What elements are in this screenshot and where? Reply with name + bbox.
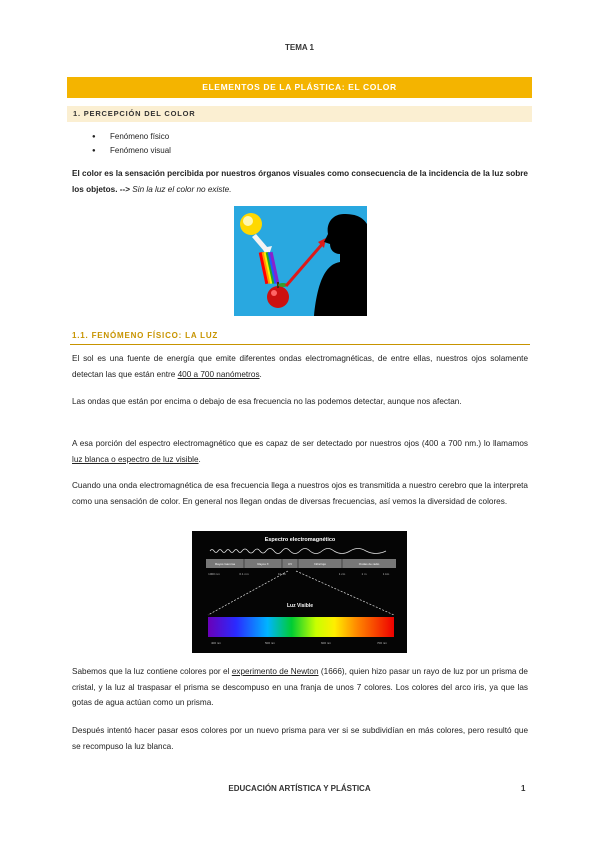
scale-label: 1 m: [361, 572, 367, 576]
text-span: (1666), quien hizo pasar un rayo de luz por un prisma de cristal, y la luz al traspasar el prisma se descompuso en una franja de unos 7 colores. Los colores del arco iris, ya que las gotas de agua actúan como un prisma.: [72, 667, 528, 708]
newton-experiment-link[interactable]: experimento de Newton: [231, 667, 319, 676]
intro-paragraph: [72, 166, 528, 197]
subsection-divider: [70, 344, 530, 345]
text-span: El sol es una fuente de energía que emite diferentes ondas electromagnéticas, de entre ellas, nuestros ojos solamente detectan las que están entre: [72, 354, 528, 379]
section-heading: 1. PERCEPCIÓN DEL COLOR: [67, 106, 532, 122]
visible-spectrum-bar: [208, 617, 394, 637]
page-header: TEMA 1: [284, 43, 315, 52]
bullet-item: ● Fenómeno físico: [92, 130, 171, 144]
intro-italic: Sin la luz el color no existe.: [132, 184, 232, 194]
scale-label: 1 km: [382, 572, 390, 576]
page-number: 1: [521, 784, 526, 793]
scale-label: 10 nm: [277, 572, 287, 576]
band-label: Infrarrojo: [313, 562, 327, 566]
paragraph: Las ondas que están por encima o debajo de esa frecuencia no las podemos detectar, aunque nos afectan.: [72, 397, 462, 406]
band-label: Ondas de radio: [358, 562, 380, 566]
spectrum-title: Espectro electromagnético: [264, 537, 336, 543]
subsection-heading: 1.1. FENÓMENO FÍSICO: LA LUZ: [72, 331, 219, 340]
underlined-text: luz blanca o espectro de luz visible: [72, 454, 199, 464]
text-span: Sabemos que la luz contiene colores por el: [72, 667, 232, 676]
spectrum-rays-icon: [259, 252, 280, 284]
paragraph: [72, 436, 528, 467]
apple-icon: [267, 282, 289, 308]
paragraph: [72, 351, 528, 382]
bullet-item: ● Fenómeno visual: [92, 144, 171, 158]
reflected-ray-icon: [286, 242, 324, 286]
visible-scale-label: 500 nm: [264, 641, 276, 645]
zoom-line: [208, 571, 288, 615]
text-span: .: [259, 369, 262, 379]
wave-icon: [210, 549, 386, 554]
band-label: UV: [287, 562, 293, 566]
scale-label: 1 cm: [338, 572, 346, 576]
electromagnetic-spectrum-figure: [192, 531, 407, 653]
paragraph: Después intentó hacer pasar esos colores por un nuevo prisma para ver si se subdividían en más colores, pero resultó que se recompuso la luz blanca.: [72, 726, 528, 751]
perception-svg: [234, 206, 367, 316]
visible-scale-label: 600 nm: [320, 641, 332, 645]
color-perception-illustration: [234, 206, 367, 316]
scale-label: 0.1 nm: [239, 572, 249, 576]
visible-light-label: Luz Visible: [286, 603, 314, 609]
intro-text: El color es la sensación percibida por nuestros órganos visuales como consecuencia de la incidencia de la luz sobre los objetos. -->: [72, 169, 528, 194]
band-label: Rayos Gamma: [214, 562, 236, 566]
paragraph: [72, 664, 528, 711]
band-label: Rayos X: [257, 562, 269, 566]
visible-scale-label: 700 nm: [376, 641, 388, 645]
document-title: ELEMENTOS DE LA PLÁSTICA: EL COLOR: [67, 77, 532, 98]
spectrum-svg: [192, 531, 407, 653]
visible-scale-label: 400 nm: [210, 641, 222, 645]
paragraph: Cuando una onda electromagnética de esa frecuencia llega a nuestros ojos es transmitida a nuestro cerebro que la interpreta como una sensación de color. En general nos llegan ondas de diversas frecuencias, así vemos la diversidad de colores.: [72, 481, 528, 506]
text-span: .: [198, 454, 201, 464]
text-span: A esa porción del espectro electromagnético que es capaz de ser detectado por nuestros ojos (400 a 700 nm.) lo llamamos: [72, 439, 528, 448]
bullet-list: [92, 130, 171, 158]
person-silhouette-icon: [314, 214, 367, 316]
page-footer: EDUCACIÓN ARTÍSTICA Y PLÁSTICA: [228, 784, 371, 793]
scale-label: 1000 nm: [208, 572, 220, 576]
underlined-text: 400 a 700 nanómetros: [177, 369, 260, 379]
